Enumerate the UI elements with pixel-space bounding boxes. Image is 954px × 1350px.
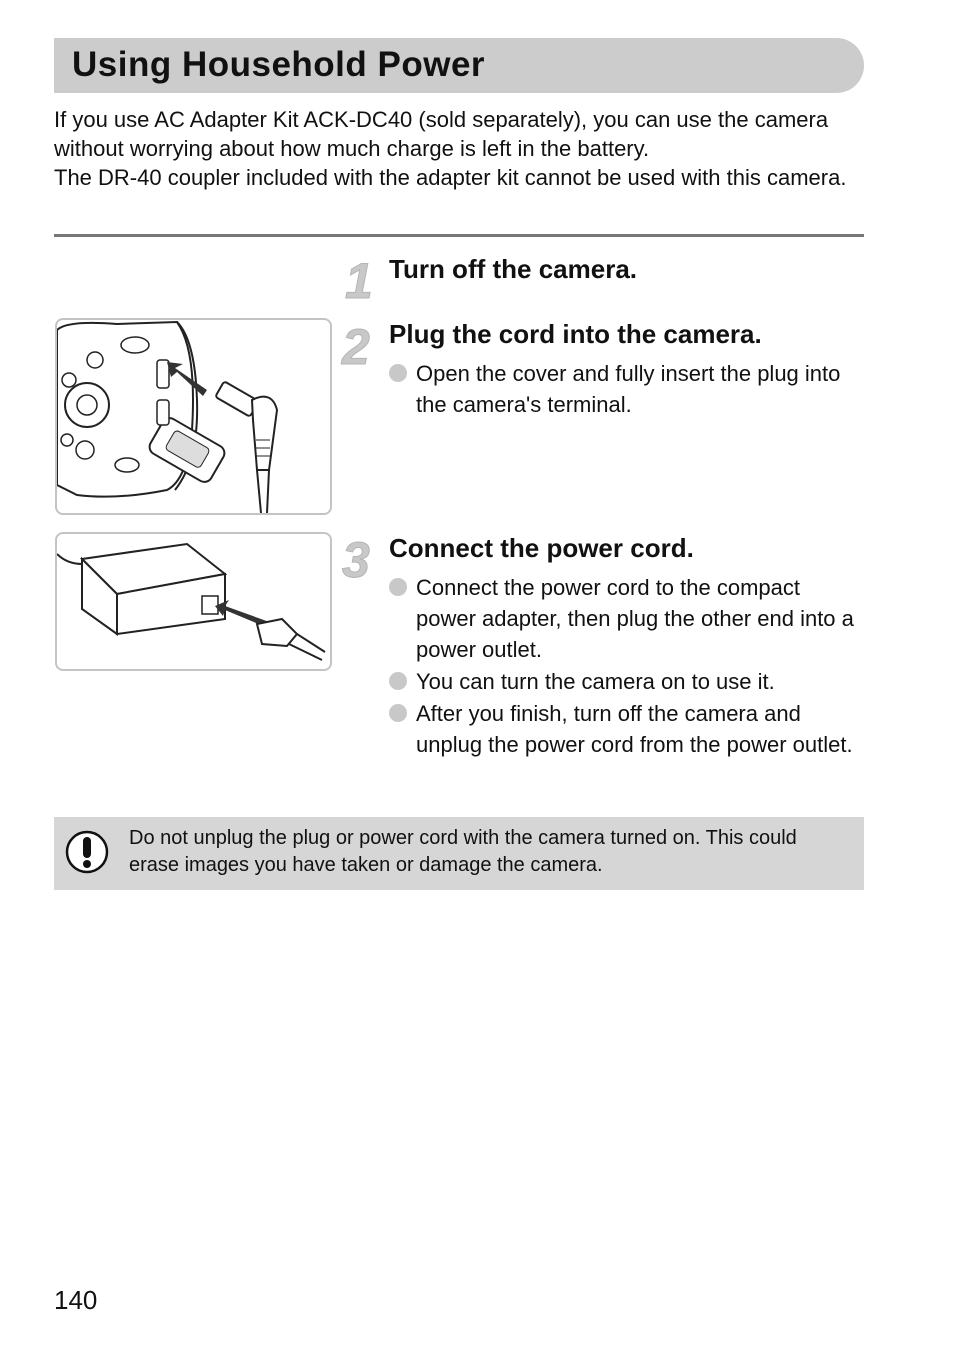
bullet-icon	[389, 704, 407, 722]
intro-paragraph-2: The DR-40 coupler included with the adapter kit cannot be used with this camera.	[54, 165, 847, 190]
intro-text	[54, 105, 854, 192]
list-item: Connect the power cord to the compact power adapter, then plug the other end into a power outlet.	[389, 572, 859, 665]
caution-box	[54, 817, 864, 890]
bullet-icon	[389, 578, 407, 596]
list-item: Open the cover and fully insert the plug into the camera's terminal.	[389, 358, 859, 420]
step-1-number: 1	[345, 253, 373, 309]
bullet-icon	[389, 672, 407, 690]
power-adapter-illustration	[55, 532, 332, 671]
page-title: Using Household Power	[72, 45, 486, 84]
caution-text: Do not unplug the plug or power cord with the camera turned on. This could erase images you have taken or damage the camera.	[129, 827, 797, 876]
camera-terminal-illustration	[55, 318, 332, 515]
intro-paragraph-1: If you use AC Adapter Kit ACK-DC40 (sold separately), you can use the camera without worrying about how much charge is left in the battery.	[54, 107, 829, 161]
page-number: 140	[54, 1285, 98, 1315]
bullet-icon	[389, 364, 407, 382]
step-3-bullets	[389, 572, 859, 761]
section-divider	[54, 234, 864, 237]
step-2-bullets	[389, 358, 859, 421]
camera-plug-icon	[57, 320, 330, 513]
list-item: You can turn the camera on to use it.	[389, 666, 859, 697]
list-item: After you finish, turn off the camera and unplug the power cord from the power outlet.	[389, 698, 859, 760]
step-3-heading: Connect the power cord.	[389, 533, 694, 563]
power-adapter-icon	[57, 534, 330, 669]
caution-exclamation-icon	[64, 829, 110, 875]
step-2-heading: Plug the cord into the camera.	[389, 319, 762, 349]
step-3-number: 3	[342, 532, 370, 588]
title-bar	[54, 38, 864, 93]
step-1-heading: Turn off the camera.	[389, 254, 638, 284]
step-2-number: 2	[342, 319, 370, 375]
